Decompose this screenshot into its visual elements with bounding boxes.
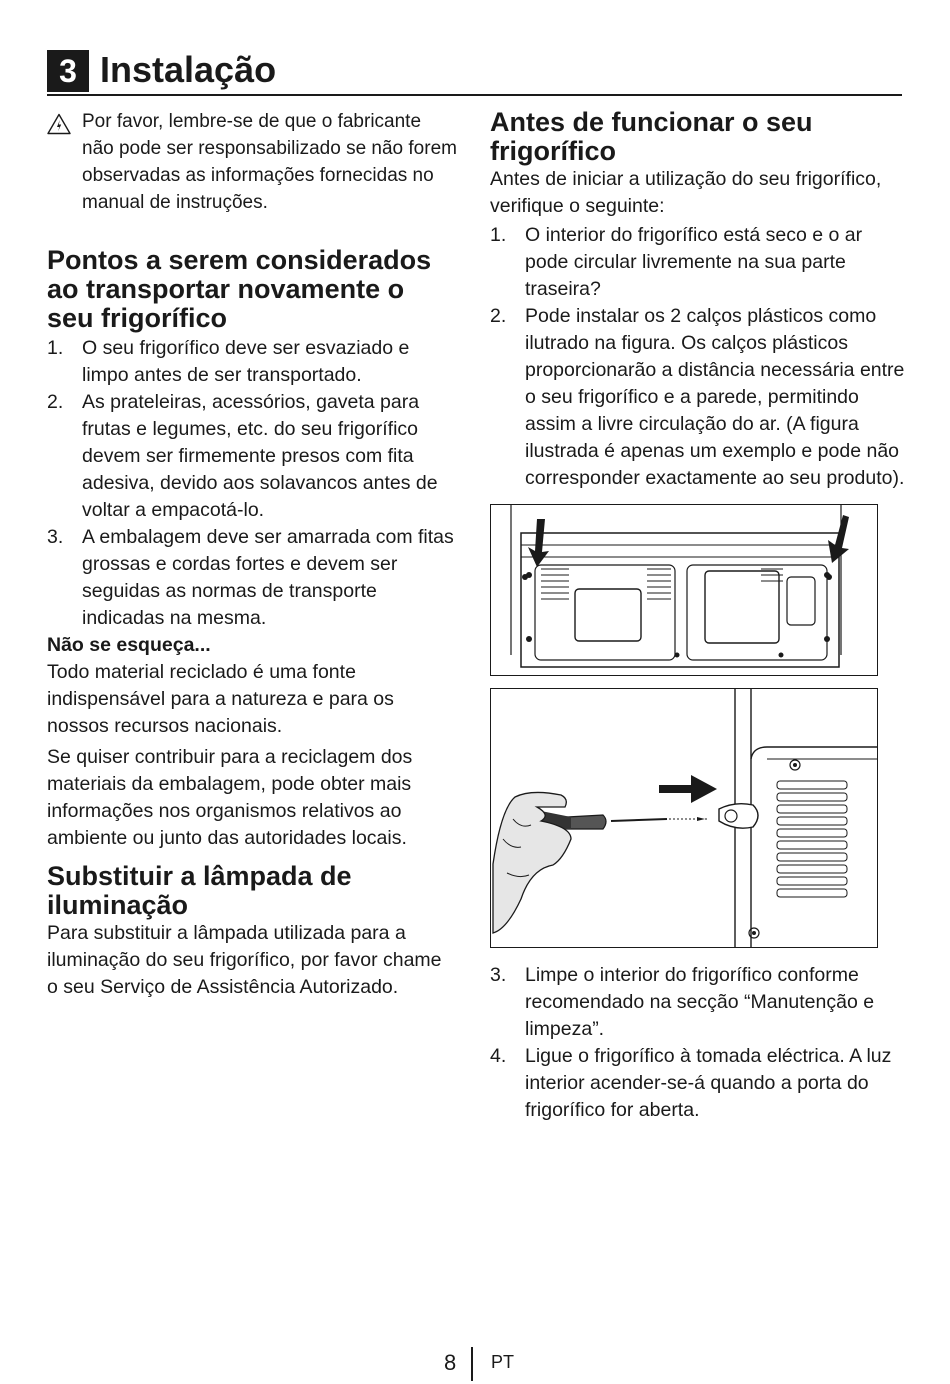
- before-use-heading: Antes de funcionar o seu frigorífico: [490, 107, 813, 166]
- warning-icon: [47, 113, 71, 135]
- dont-forget-label: Não se esqueça...: [47, 634, 211, 656]
- screwdriver-figure: [490, 688, 878, 948]
- recycling-paragraph-2: Se quiser contribuir para a reciclagem dos materiais da embalagem, pode obter mais informações nos organismos relativos ao ambiente ou junto das autoridades locais.: [47, 746, 413, 849]
- before-use-list: [490, 222, 905, 492]
- page-number: 8: [444, 1350, 457, 1375]
- warning-text: Por favor, lembre-se de que o fabricante não pode ser responsabilizado se não forem observadas as informações fornecidas no manual de instruções.: [82, 111, 457, 213]
- footer-divider: [471, 1347, 473, 1381]
- lamp-heading: Substituir a lâmpada de iluminação: [47, 861, 352, 920]
- chapter-header: [47, 48, 902, 96]
- list-item: 4. Ligue o frigorífico à tomada eléctrica. A luz interior acender-se-á quando a porta do frigorífico for aberta.: [490, 1045, 892, 1121]
- warning-note: [47, 108, 457, 216]
- list-item: 2. As prateleiras, acessórios, gaveta para frutas e legumes, etc. do seu frigorífico devem ser firmemente presos com fita adesiva, devido aos solavancos antes de voltar a empacotá-lo.: [47, 391, 438, 521]
- list-item: 3. A embalagem deve ser amarrada com fitas grossas e cordas fortes e devem ser seguidas as normas de transporte indicadas na mesma.: [47, 526, 454, 629]
- left-column: [47, 108, 457, 1001]
- chapter-title: Instalação: [100, 49, 277, 90]
- list-item: 3. Limpe o interior do frigorífico conforme recomendado na secção “Manutenção e limpeza”.: [490, 964, 875, 1040]
- list-item: 1. O seu frigorífico deve ser esvaziado e limpo antes de ser transportado.: [47, 337, 410, 386]
- transport-heading: Pontos a serem considerados ao transportar novamente o seu frigorífico: [47, 245, 432, 333]
- language-code: PT: [491, 1352, 515, 1372]
- lamp-text: Para substituir a lâmpada utilizada para a iluminação do seu frigorífico, por favor chame o seu Serviço de Assistência Autorizado.: [47, 922, 442, 998]
- list-item: 1. O interior do frigorífico está seco e o ar pode circular livremente na sua parte traseira?: [490, 224, 863, 300]
- recycling-paragraph-1: Todo material reciclado é uma fonte indispensável para a natureza e para os nossos recursos nacionais.: [47, 661, 394, 737]
- before-use-intro: Antes de iniciar a utilização do seu frigorífico, verifique o seguinte:: [490, 168, 882, 217]
- right-column: [490, 108, 905, 1124]
- list-item: 2. Pode instalar os 2 calços plásticos como ilutrado na figura. Os calços plásticos proporcionarão a distância necessária entre o seu frigorífico e a parede, permitindo assim a livre circulação do ar. (A figura ilustrada é apenas um exemplo e pode não corresponder exactamente ao seu produto).: [490, 305, 905, 489]
- rear-spacers-figure: [490, 504, 878, 676]
- chapter-number: 3: [47, 50, 89, 92]
- transport-list: [47, 335, 457, 632]
- before-use-list-cont: [490, 962, 905, 1124]
